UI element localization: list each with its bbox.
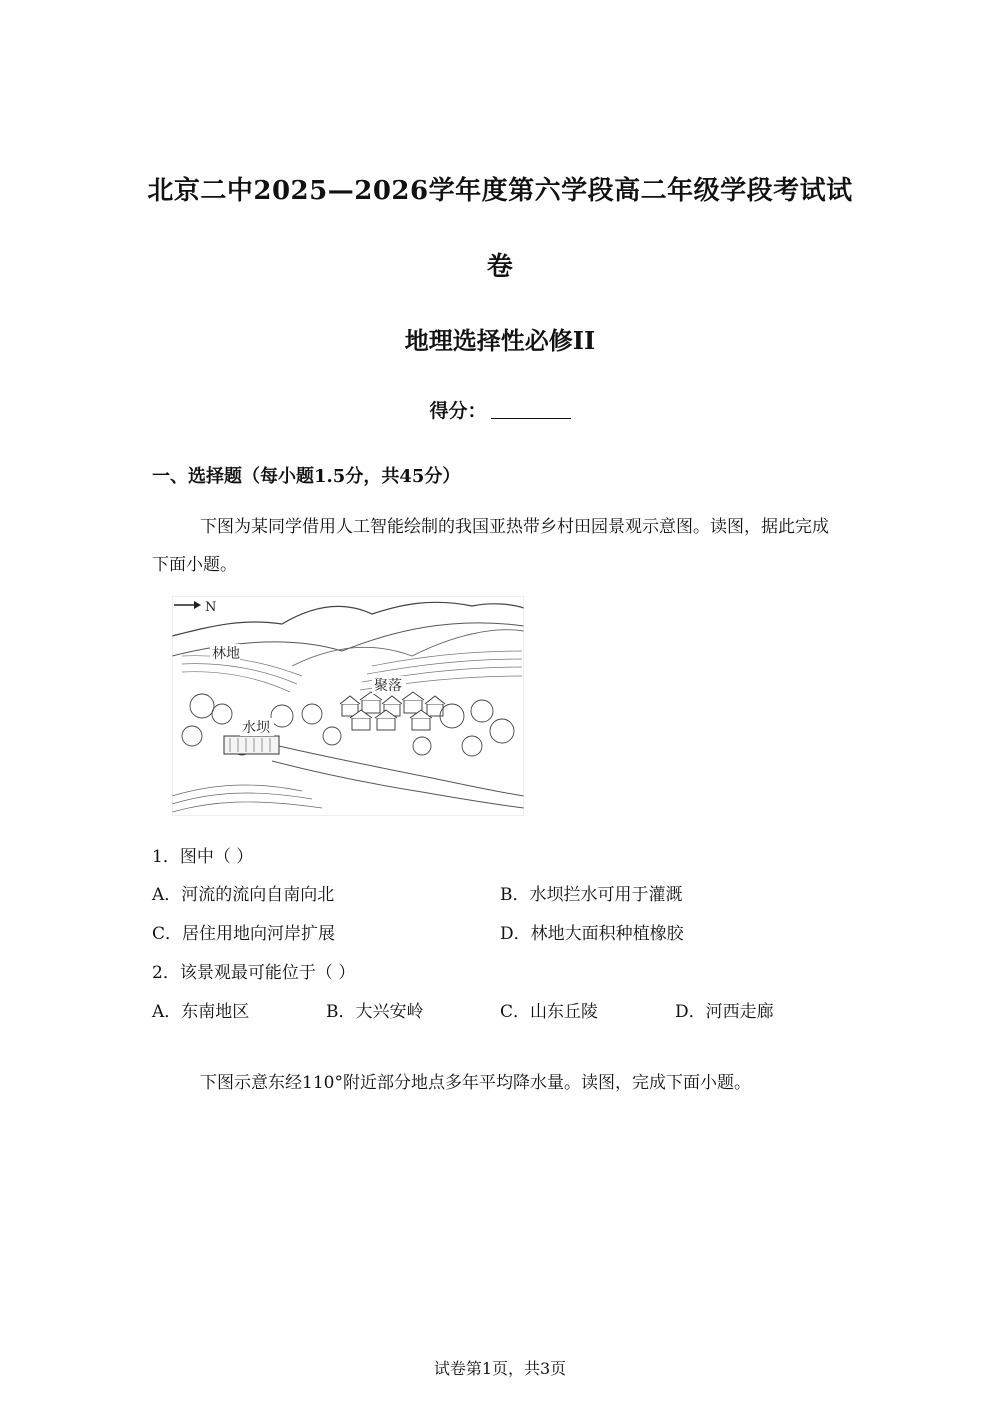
score-label: 得分： [429, 400, 487, 422]
page-footer: 试卷第1页，共3页 [433, 1359, 567, 1378]
exam-title-line1: 北京二中2025—2026学年度第六学段高二年级学段考试试 [147, 176, 853, 206]
score-blank[interactable] [491, 400, 571, 419]
q2-option-a[interactable]: A．东南地区 [152, 1002, 250, 1022]
q2-option-b[interactable]: B．大兴安岭 [326, 1002, 424, 1022]
q2-option-c[interactable]: C．山东丘陵 [500, 1002, 599, 1022]
intro-paragraph: 下图为某同学借用人工智能绘制的我国亚热带乡村田园景观示意图。读图，据此完成下面小题。 [152, 517, 829, 575]
label-forest: 林地 [212, 646, 240, 662]
exam-title-line2: 卷 [486, 252, 514, 282]
intro-paragraph-2: 下图示意东经110°附近部分地点多年平均降水量。读图，完成下面小题。 [200, 1073, 751, 1093]
label-settlement: 聚落 [374, 678, 402, 694]
question-2-stem: 2．该景观最可能位于（ ） [152, 963, 356, 983]
q2-option-d[interactable]: D．河西走廊 [675, 1002, 774, 1022]
q1-option-d[interactable]: D．林地大面积种植橡胶 [500, 924, 684, 944]
score-line [0, 396, 1000, 423]
question-1-stem: 1．图中（ ） [152, 847, 254, 867]
landscape-figure [172, 596, 524, 816]
exam-subtitle: 地理选择性必修II [404, 326, 596, 355]
section-heading: 一、选择题（每小题1.5分，共45分） [152, 466, 461, 487]
north-label: N [205, 600, 217, 615]
q1-option-b[interactable]: B．水坝拦水可用于灌溉 [500, 885, 683, 905]
label-dam: 水坝 [242, 720, 270, 736]
q1-option-a[interactable]: A．河流的流向自南向北 [152, 885, 335, 905]
q1-option-c[interactable]: C．居住用地向河岸扩展 [152, 924, 336, 944]
